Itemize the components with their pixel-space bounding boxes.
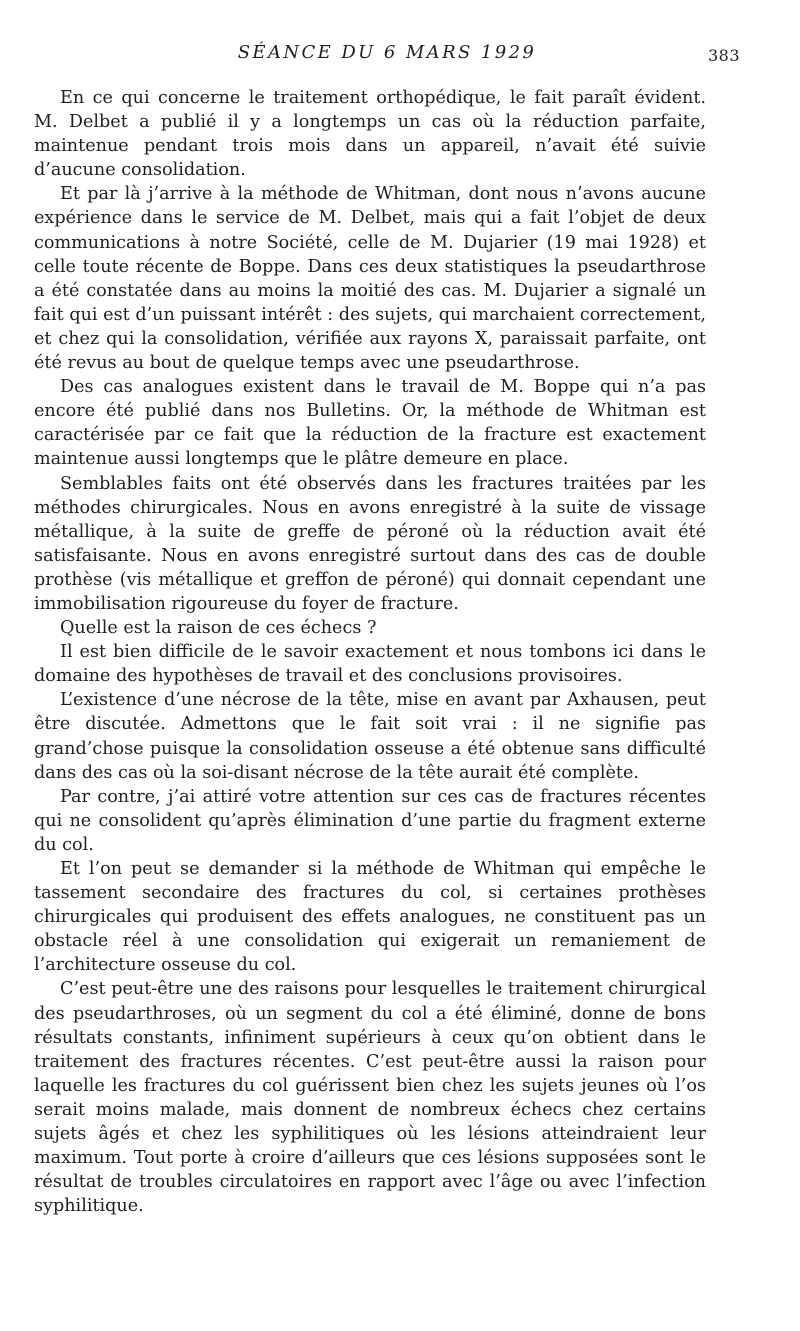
running-title: SÉANCE DU 6 MARS 1929 <box>237 42 537 63</box>
paragraph-boppe-cases: Des cas analogues existent dans le travail de M. Boppe qui n’a pas encore été publié dans nos Bulletins. Or, la méthode de Whitman est caractérisée par ce fait que la réduction de la fracture est exactement maintenue aussi longtemps que le plâtre demeure en place. <box>34 377 706 470</box>
paragraph-hypotheses: Il est bien difficile de le savoir exactement et nous tombons ici dans le domaine des hypothèses de travail et des conclusions provisoires. <box>34 642 706 687</box>
paragraph-orthopedic-treatment: En ce qui concerne le traitement orthopédique, le fait paraît évident. M. Delbet a publié il y a longtemps un cas où la réduction parfaite, maintenue pendant trois mois dans un appareil, n’avait été suivie d’aucune consolidation. <box>34 88 706 181</box>
paragraph-conclusion: C’est peut-être une des raisons pour lesquelles le traitement chirurgical des pseudarthroses, où un segment du col a été éliminé, donne de bons résultats constants, infiniment supérieurs à ceux qu’on obtient dans le traitement des fractures récentes. C’est peut-être aussi la raison pour laquelle les fractures du col guérissent bien chez les sujets jeunes où l’os serait moins malade, mais donnent de nombreux échecs chez certains sujets âgés et chez les syphilitiques où les lésions atteindraient leur maximum. Tout porte à croire d’ailleurs que ces lésions supposées sont le résultat de troubles circulatoires en rapport avec l’âge ou avec l’infection syphilitique. <box>34 979 706 1217</box>
paragraph-question: Quelle est la raison de ces échecs ? <box>60 618 377 639</box>
page-number: 383 <box>707 46 740 65</box>
running-head <box>34 42 740 72</box>
paragraph-obstacle: Et l’on peut se demander si la méthode de Whitman qui empêche le tassement secondaire des fractures du col, si certaines prothèses chirurgicales qui produisent des effets analogues, ne constituent pas un obstacle réel à une consolidation qui exigerait un remaniement de l’architecture osseuse du col. <box>34 859 706 976</box>
paragraph-necrosis: L’existence d’une nécrose de la tête, mise en avant par Axhausen, peut être discutée. Admettons que le fait soit vrai : il ne signifie pas grand’chose puisque la consolidation osseuse a été obtenue sans difficulté dans des cas où la soi-disant nécrose de la tête aurait été complète. <box>34 690 706 783</box>
paragraph-surgical-methods: Semblables faits ont été observés dans les fractures traitées par les méthodes chirurgicales. Nous en avons enregistré à la suite de vissage métallique, à la suite de greffe de péroné où la réduction avait été satisfaisante. Nous en avons enregistré surtout dans des cas de double prothèse (vis métallique et greffon de péroné) qui donnait cependant une immobilisation rigoureuse du foyer de fracture. <box>34 473 706 614</box>
body-text <box>34 86 706 1218</box>
paragraph-whitman-method: Et par là j’arrive à la méthode de Whitman, dont nous n’avons aucune expérience dans le service de M. Delbet, mais qui a fait l’objet de deux communications à notre Société, celle de M. Dujarier (19 mai 1928) et celle toute récente de Boppe. Dans ces deux statistiques la pseudarthrose a été constatée dans au moins la moitié des cas. M. Dujarier a signalé un fait qui est d’un puissant intérêt : des sujets, qui marchaient correctement, et chez qui la consolidation, vérifiée aux rayons X, paraissait parfaite, ont été revus au bout de quelque temps avec une pseudarthrose. <box>34 184 706 374</box>
paragraph-recent-fractures: Par contre, j’ai attiré votre attention sur ces cas de fractures récentes qui ne consolident qu’après élimination d’une partie du fragment externe du col. <box>34 786 706 855</box>
